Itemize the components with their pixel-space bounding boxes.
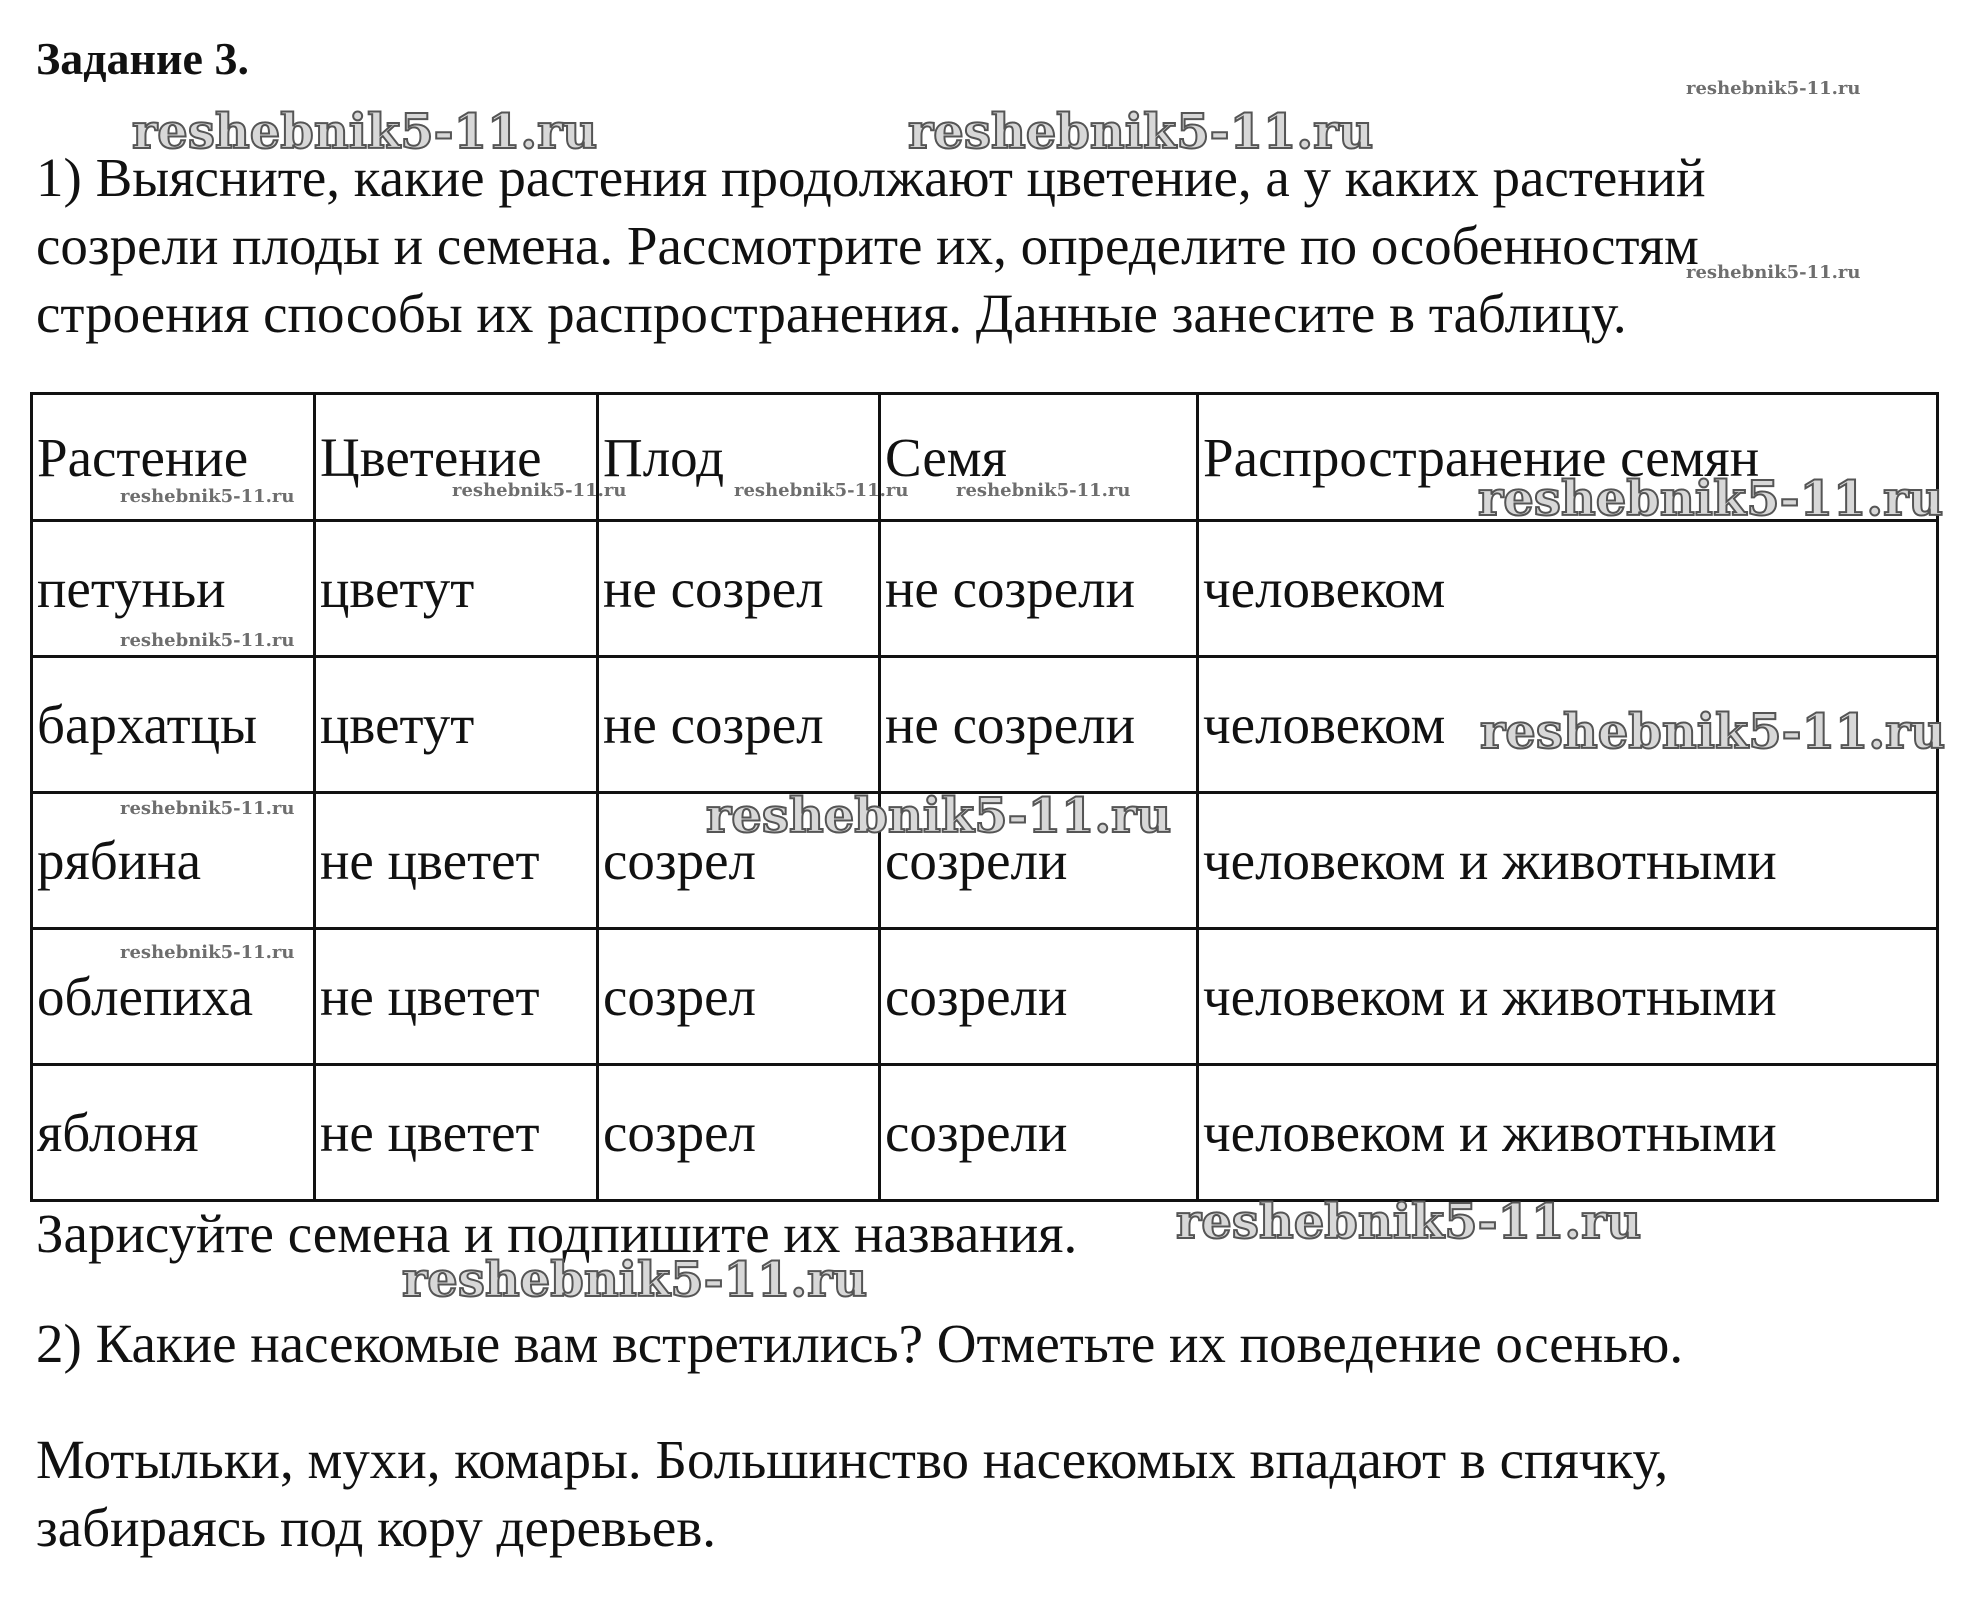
answer-line-1: Мотыльки, мухи, комары. Большинство насекомых впадают в спячку, bbox=[36, 1429, 1669, 1490]
header-cell-dispersal: Распространение семян bbox=[1198, 394, 1938, 521]
header-cell-seed: Семя bbox=[880, 394, 1198, 521]
table-cell: цветут bbox=[315, 657, 598, 793]
table-cell: петуньи bbox=[32, 521, 315, 657]
watermark: reshebnik5-11.ru bbox=[1480, 704, 1946, 760]
table-cell: не созрел bbox=[598, 657, 880, 793]
table-cell: созрел bbox=[598, 793, 880, 929]
watermark: reshebnik5-11.ru bbox=[452, 480, 627, 501]
table-cell: созрели bbox=[880, 793, 1198, 929]
watermark: reshebnik5-11.ru bbox=[132, 104, 598, 160]
header-cell-plant: Растение bbox=[32, 394, 315, 521]
table-row bbox=[32, 1065, 1938, 1201]
watermark: reshebnik5-11.ru bbox=[908, 104, 1374, 160]
watermark: reshebnik5-11.ru bbox=[120, 630, 295, 651]
table-row bbox=[32, 521, 1938, 657]
table-cell: человеком и животными bbox=[1198, 929, 1938, 1065]
table-cell: созрел bbox=[598, 1065, 880, 1201]
table-cell: не созрели bbox=[880, 657, 1198, 793]
watermark: reshebnik5-11.ru bbox=[120, 486, 295, 507]
task-line-1: 1) Выясните, какие растения продолжают цветение, а у каких растений bbox=[36, 147, 1706, 208]
table-cell: яблоня bbox=[32, 1065, 315, 1201]
draw-instruction: Зарисуйте семена и подпишите их названия. bbox=[36, 1203, 1078, 1264]
question-2: 2) Какие насекомые вам встретились? Отметьте их поведение осенью. bbox=[36, 1313, 1684, 1374]
watermark: reshebnik5-11.ru bbox=[706, 788, 1172, 844]
watermark: reshebnik5-11.ru bbox=[1176, 1194, 1642, 1250]
table-cell: человеком и животными bbox=[1198, 793, 1938, 929]
table-cell: человеком bbox=[1198, 521, 1938, 657]
task-line-3: строения способы их распространения. Данные занесите в таблицу. bbox=[36, 283, 1627, 344]
table-cell: не цветет bbox=[315, 1065, 598, 1201]
watermark: reshebnik5-11.ru bbox=[1686, 262, 1861, 283]
header-cell-flowering: Цветение bbox=[315, 394, 598, 521]
task-line-2: созрели плоды и семена. Рассмотрите их, определите по особенностям bbox=[36, 215, 1699, 276]
table-cell: созрели bbox=[880, 1065, 1198, 1201]
table-cell: цветут bbox=[315, 521, 598, 657]
watermark: reshebnik5-11.ru bbox=[956, 480, 1131, 501]
watermark: reshebnik5-11.ru bbox=[120, 798, 295, 819]
table-cell: человеком bbox=[1198, 657, 1938, 793]
task-heading: Задание 3. bbox=[36, 33, 249, 84]
answer-2 bbox=[36, 1426, 1668, 1562]
table-cell: не цветет bbox=[315, 929, 598, 1065]
table-cell: созрели bbox=[880, 929, 1198, 1065]
header-cell-fruit: Плод bbox=[598, 394, 880, 521]
table-cell: бархатцы bbox=[32, 657, 315, 793]
watermark: reshebnik5-11.ru bbox=[734, 480, 909, 501]
watermark: reshebnik5-11.ru bbox=[1478, 471, 1944, 527]
table-cell: облепиха bbox=[32, 929, 315, 1065]
table-cell: не цветет bbox=[315, 793, 598, 929]
table-cell: человеком и животными bbox=[1198, 1065, 1938, 1201]
watermark: reshebnik5-11.ru bbox=[1686, 78, 1861, 99]
watermark: reshebnik5-11.ru bbox=[120, 942, 295, 963]
watermark: reshebnik5-11.ru bbox=[402, 1252, 868, 1308]
table-cell: не созрели bbox=[880, 521, 1198, 657]
table-cell: рябина bbox=[32, 793, 315, 929]
table-row bbox=[32, 929, 1938, 1065]
task-instruction bbox=[36, 144, 1706, 348]
table-cell: созрел bbox=[598, 929, 880, 1065]
table-cell: не созрел bbox=[598, 521, 880, 657]
answer-line-2: забираясь под кору деревьев. bbox=[36, 1497, 717, 1558]
